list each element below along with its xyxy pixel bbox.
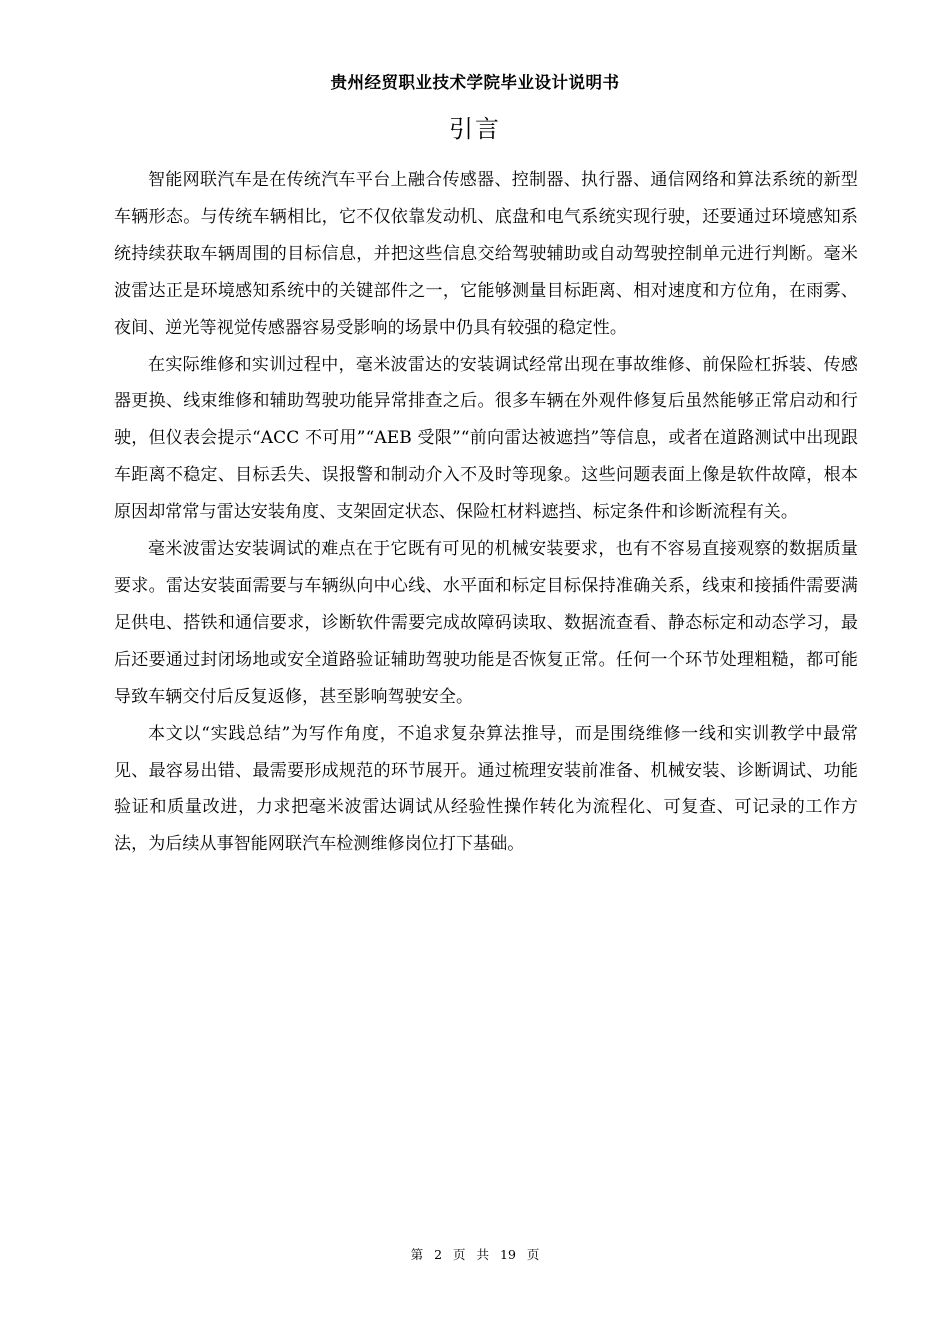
- footer-total-word: 共: [476, 1247, 490, 1262]
- paragraph-1: 智能网联汽车是在传统汽车平台上融合传感器、控制器、执行器、通信网络和算法系统的新型车辆形态。与传统车辆相比，它不仅依靠发动机、底盘和电气系统实现行驶，还要通过环境感知系统持续获取车辆周围的目标信息，并把这些信息交给驾驶辅助或自动驾驶控制单元进行判断。毫米波雷达正是环境感知系统中的关键部件之一，它能够测量目标距离、相对速度和方位角，在雨雾、夜间、逆光等视觉传感器容易受影响的场景中仍具有较强的稳定性。: [114, 170, 858, 338]
- footer-suffix: 页: [526, 1247, 540, 1262]
- section-title: 引言: [449, 115, 501, 143]
- paragraph-4: 本文以“实践总结”为写作角度，不追求复杂算法推导，而是围绕维修一线和实训教学中最常见、最容易出错、最需要形成规范的环节展开。通过梳理安装前准备、机械安装、诊断调试、功能验证和质量改进，力求把毫米波雷达调试从经验性操作转化为流程化、可复查、可记录的工作方法，为后续从事智能网联汽车检测维修岗位打下基础。: [114, 723, 858, 855]
- body-text: [114, 162, 858, 863]
- footer-prefix: 第: [410, 1247, 424, 1262]
- page-footer: [0, 1246, 950, 1264]
- paragraph-2: 在实际维修和实训过程中，毫米波雷达的安装调试经常出现在事故维修、前保险杠拆装、传感器更换、线束维修和辅助驾驶功能异常排查之后。很多车辆在外观件修复后虽然能够正常启动和行驶，但仪表会提示“ACC 不可用”“AEB 受限”“前向雷达被遮挡”等信息，或者在道路测试中出现跟车距离不稳定、目标丢失、误报警和制动介入不及时等现象。这些问题表面上像是软件故障，根本原因却常常与雷达安装角度、支架固定状态、保险杠材料遮挡、标定条件和诊断流程有关。: [114, 354, 858, 523]
- paragraph-3: 毫米波雷达安装调试的难点在于它既有可见的机械安装要求，也有不容易直接观察的数据质量要求。雷达安装面需要与车辆纵向中心线、水平面和标定目标保持准确关系，线束和接插件需要满足供电、搭铁和通信要求，诊断软件需要完成故障码读取、数据流查看、静态标定和动态学习，最后还要通过封闭场地或安全道路验证辅助驾驶功能是否恢复正常。任何一个环节处理粗糙，都可能导致车辆交付后反复返修，甚至影响驾驶安全。: [114, 539, 858, 707]
- footer-total-pages: 19: [500, 1247, 516, 1262]
- footer-page-word: 页: [453, 1247, 466, 1262]
- footer-current-page: 2: [434, 1247, 443, 1262]
- school-header: 贵州经贸职业技术学院毕业设计说明书: [330, 73, 620, 92]
